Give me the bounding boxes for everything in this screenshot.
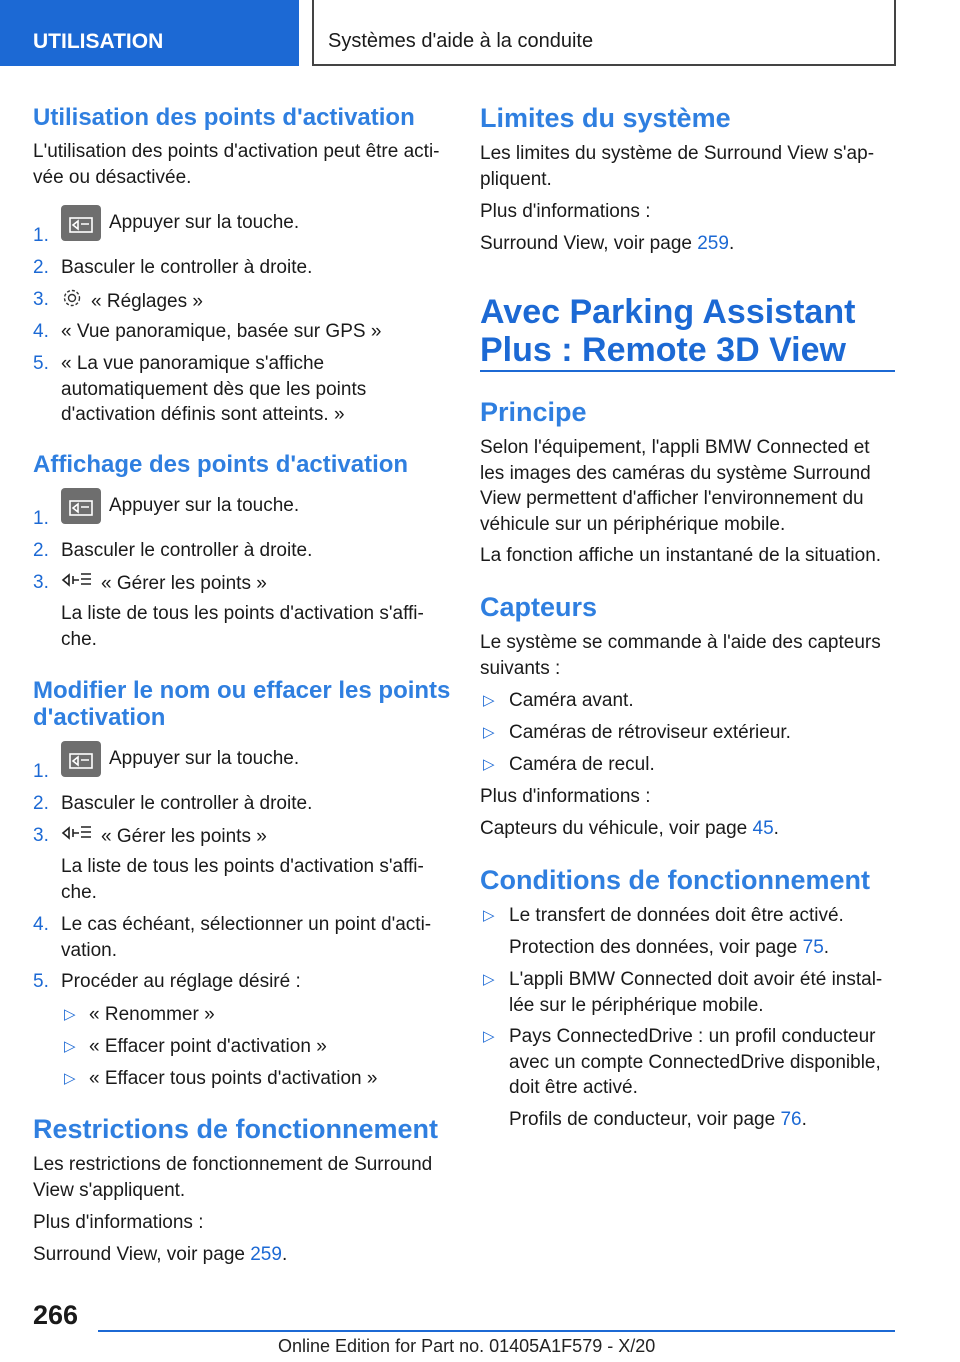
list-item: Pays ConnectedDrive : un profil conducteur avec un compte ConnectedDrive disponible, doit être activé. [509, 1026, 881, 1098]
paragraph: Selon l'équipement, l'appli BMW Connected et les images des caméras du système Surround View permettent d'afficher l'environnement du véhicule sur un périphérique mobile. [480, 437, 871, 535]
triangle-bullet-icon: ▷ [64, 1006, 76, 1023]
step-text: Le cas échéant, sélectionner un point d'acti‐vation. [61, 914, 432, 961]
paragraph: Les limites du système de Surround View s'ap‐pliquent. [480, 143, 875, 190]
step-note: La liste de tous les points d'activation s'affi‐che. [61, 856, 424, 903]
step-text: « La vue panoramique s'affiche automatiquement dès que les points d'activation définis sont atteints. » [61, 353, 367, 425]
heading-operating-conditions: Conditions de fonctionnement [480, 865, 870, 895]
camera-button-icon [61, 205, 101, 241]
triangle-bullet-icon: ▷ [483, 692, 495, 709]
step-number: 3. [33, 825, 49, 846]
step-number: 4. [33, 321, 49, 342]
triangle-bullet-icon: ▷ [483, 756, 495, 773]
step-text: Appuyer sur la touche. [109, 495, 300, 517]
step-number: 5. [33, 971, 49, 992]
page-reference: Protection des données, voir page 75. [509, 937, 830, 958]
heading-system-limits: Limites du système [480, 103, 731, 133]
page-link[interactable]: 259 [250, 1244, 282, 1265]
step-note: La liste de tous les points d'activation s'affi‐che. [61, 603, 424, 650]
reference-text: Surround View, voir page [480, 233, 698, 254]
step-item [61, 570, 451, 598]
step-text: « Vue panoramique, basée sur GPS » [61, 321, 382, 342]
step-item [61, 488, 451, 524]
camera-button-icon [61, 488, 101, 524]
page-link[interactable]: 259 [697, 233, 729, 254]
paragraph: La fonction affiche un instantané de la situation. [480, 545, 882, 566]
page-reference: Profils de conducteur, voir page 76. [509, 1109, 807, 1130]
page-link[interactable]: 76 [780, 1109, 802, 1130]
step-text: Procéder au réglage désiré : [61, 971, 301, 992]
reference-text: Surround View, voir page [33, 1244, 251, 1265]
paragraph: Plus d'informations : [33, 1212, 204, 1233]
list-item: Caméras de rétroviseur extérieur. [509, 722, 791, 743]
step-text: Appuyer sur la touche. [109, 748, 300, 770]
triangle-bullet-icon: ▷ [64, 1070, 76, 1087]
paragraph: Le système se commande à l'aide des capteurs suivants : [480, 632, 881, 679]
heading-rule [480, 370, 895, 372]
step-number: 1. [33, 508, 49, 529]
step-text: « Réglages » [91, 290, 203, 312]
chapter-heading: Avec Parking Assistant Plus : Remote 3D View [480, 293, 856, 369]
page-link[interactable]: 45 [752, 818, 774, 839]
page-reference: Surround View, voir page 259. [480, 233, 735, 254]
reference-text: Profils de conducteur, voir page [509, 1109, 781, 1130]
list-item: L'appli BMW Connected doit avoir été instal‐lée sur le périphérique mobile. [509, 969, 883, 1016]
heading-activation-points-use: Utilisation des points d'activation [33, 104, 415, 131]
step-number: 2. [33, 540, 49, 561]
page-reference: Surround View, voir page 259. [33, 1244, 288, 1265]
step-item [61, 741, 451, 777]
page-reference: Capteurs du véhicule, voir page 45. [480, 818, 779, 839]
step-item [61, 823, 451, 851]
step-text: Basculer le controller à droite. [61, 793, 313, 814]
gear-icon [61, 287, 83, 317]
step-item [61, 205, 451, 241]
step-number: 1. [33, 225, 49, 246]
paragraph: Plus d'informations : [480, 201, 651, 222]
page-number: 266 [33, 1300, 79, 1330]
triangle-bullet-icon: ▷ [483, 971, 495, 988]
triangle-bullet-icon: ▷ [483, 907, 495, 924]
manage-points-icon [61, 570, 93, 598]
triangle-bullet-icon: ▷ [483, 724, 495, 741]
list-item: Caméra de recul. [509, 754, 655, 775]
step-text: Basculer le controller à droite. [61, 540, 313, 561]
paragraph: Plus d'informations : [480, 786, 651, 807]
step-number: 3. [33, 289, 49, 310]
section-tab: UTILISATION [0, 0, 299, 66]
option-item: « Renommer » [89, 1004, 215, 1025]
reference-text: Protection des données, voir page [509, 937, 803, 958]
paragraph: L'utilisation des points d'activation peut être acti‐vée ou désactivée. [33, 141, 440, 188]
step-item [61, 287, 451, 317]
paragraph: Les restrictions de fonctionnement de Surround View s'appliquent. [33, 1154, 433, 1201]
step-number: 2. [33, 793, 49, 814]
heading-edit-activation-points: Modifier le nom ou effacer les points d'activation [33, 677, 451, 731]
edition-note: Online Edition for Part no. 01405A1F579 - X/20 [278, 1336, 656, 1356]
list-item: Caméra avant. [509, 690, 634, 711]
step-text: « Gérer les points » [101, 572, 267, 594]
step-text: Basculer le controller à droite. [61, 257, 313, 278]
chapter-title: Systèmes d'aide à la conduite [312, 0, 896, 66]
step-number: 2. [33, 257, 49, 278]
triangle-bullet-icon: ▷ [483, 1028, 495, 1045]
step-number: 5. [33, 353, 49, 374]
step-number: 1. [33, 761, 49, 782]
page-link[interactable]: 75 [802, 937, 824, 958]
list-item: Le transfert de données doit être activé. [509, 905, 844, 926]
footer-rule [98, 1330, 895, 1332]
step-text: « Gérer les points » [101, 825, 267, 847]
manage-points-icon [61, 823, 93, 851]
step-text: Appuyer sur la touche. [109, 212, 300, 234]
option-item: « Effacer point d'activation » [89, 1036, 327, 1057]
heading-sensors: Capteurs [480, 592, 598, 622]
heading-display-activation-points: Affichage des points d'activation [33, 451, 409, 478]
triangle-bullet-icon: ▷ [64, 1038, 76, 1055]
heading-operating-restrictions: Restrictions de fonctionnement [33, 1114, 439, 1144]
option-item: « Effacer tous points d'activation » [89, 1068, 378, 1089]
heading-principle: Principe [480, 397, 587, 427]
camera-button-icon [61, 741, 101, 777]
reference-text: Capteurs du véhicule, voir page [480, 818, 753, 839]
step-number: 3. [33, 572, 49, 593]
page-header [0, 0, 960, 66]
step-number: 4. [33, 914, 49, 935]
